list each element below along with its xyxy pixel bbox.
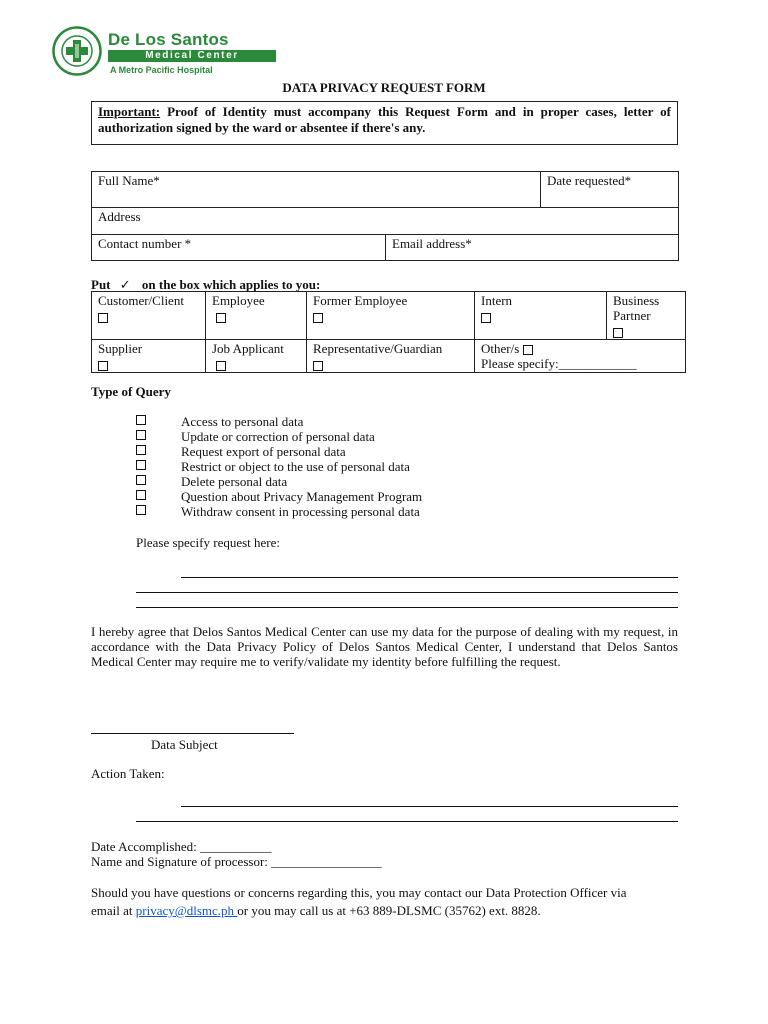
agreement-paragraph: I hereby agree that Delos Santos Medical Center can use my data for the purpose of dealing with my request, in accordance with the Data Privacy Policy of Delos Santos Medical Center, I understand that Delos Santos Medical Center may require me to verify/validate my identity before fulfilling the request. bbox=[91, 624, 678, 669]
checkbox-others[interactable] bbox=[523, 345, 533, 355]
address-label: Address bbox=[98, 209, 141, 224]
contact-paragraph bbox=[91, 884, 651, 920]
type-former-employee bbox=[307, 292, 475, 340]
contact-number-field[interactable] bbox=[92, 235, 386, 261]
applicant-type-table bbox=[91, 291, 686, 373]
contact-text-after: or you may call us at +63 889-DLSMC (35762) ext. 8828. bbox=[237, 903, 541, 918]
query-label: Restrict or object to the use of personal data bbox=[181, 459, 410, 474]
query-checkbox[interactable] bbox=[136, 505, 146, 515]
type-label: Employee bbox=[212, 293, 265, 308]
checkbox-intern[interactable] bbox=[481, 313, 491, 323]
query-label: Question about Privacy Management Program bbox=[181, 489, 423, 504]
date-requested-label: Date requested* bbox=[547, 173, 632, 188]
important-text: Proof of Identity must accompany this Request Form and in proper cases, letter of authorization signed by the ward or absentee if there's any. bbox=[98, 104, 671, 135]
checkbox-job-applicant[interactable] bbox=[216, 361, 226, 371]
type-label: Representative/Guardian bbox=[313, 341, 443, 357]
query-label: Delete personal data bbox=[181, 474, 288, 489]
type-label: Other/s bbox=[481, 341, 520, 357]
specify-request-label: Please specify request here: bbox=[136, 535, 281, 550]
request-line-3[interactable] bbox=[136, 607, 678, 608]
checkmark-icon: ✓ bbox=[119, 277, 131, 292]
type-representative-guardian bbox=[307, 340, 475, 373]
query-checkbox[interactable] bbox=[136, 490, 146, 500]
type-supplier bbox=[92, 340, 206, 373]
put-suffix: on the box which applies to you: bbox=[141, 277, 321, 292]
full-name-label: Full Name* bbox=[98, 173, 160, 188]
logo-name: De Los Santos bbox=[108, 30, 229, 49]
contact-text-before: Should you have questions or concerns regarding this, you may contact our Data Protection Officer via email at bbox=[91, 885, 627, 918]
hospital-logo bbox=[52, 26, 252, 76]
contact-number-label: Contact number * bbox=[98, 236, 192, 251]
type-label: Job Applicant bbox=[212, 341, 284, 357]
type-employee bbox=[206, 292, 307, 340]
email-address-field[interactable] bbox=[386, 235, 679, 261]
query-title: Type of Query bbox=[91, 384, 171, 399]
checkbox-representative-guardian[interactable] bbox=[313, 361, 323, 371]
query-label: Access to personal data bbox=[181, 414, 304, 429]
signature-line[interactable] bbox=[91, 733, 294, 734]
action-line-1[interactable] bbox=[181, 806, 678, 807]
personal-info-table bbox=[91, 171, 679, 261]
query-checkbox[interactable] bbox=[136, 430, 146, 440]
action-line-2[interactable] bbox=[136, 821, 678, 822]
query-checkbox[interactable] bbox=[136, 415, 146, 425]
important-notice bbox=[91, 101, 678, 145]
please-specify-line[interactable]: Please specify:____________ bbox=[481, 356, 637, 372]
logo-bar-text: Medical Center bbox=[108, 50, 276, 62]
request-line-2[interactable] bbox=[136, 592, 678, 593]
query-label: Update or correction of personal data bbox=[181, 429, 375, 444]
type-job-applicant bbox=[206, 340, 307, 373]
query-checkbox[interactable] bbox=[136, 445, 146, 455]
processor-field[interactable]: Name and Signature of processor: _________________ bbox=[91, 854, 382, 869]
type-customer-client bbox=[92, 292, 206, 340]
email-address-label: Email address* bbox=[392, 236, 472, 251]
type-label: Intern bbox=[481, 293, 513, 308]
checkbox-customer-client[interactable] bbox=[98, 313, 108, 323]
type-label: Former Employee bbox=[313, 293, 408, 308]
date-accomplished-field[interactable]: Date Accomplished: ___________ bbox=[91, 839, 272, 854]
type-intern bbox=[475, 292, 607, 340]
query-checkbox[interactable] bbox=[136, 460, 146, 470]
action-taken-label: Action Taken: bbox=[91, 766, 165, 781]
type-label: Business Partner bbox=[613, 293, 660, 323]
put-check-instruction bbox=[91, 277, 320, 292]
data-subject-label: Data Subject bbox=[151, 737, 218, 752]
query-label: Withdraw consent in processing personal data bbox=[181, 504, 420, 519]
full-name-field[interactable] bbox=[92, 172, 541, 208]
checkbox-supplier[interactable] bbox=[98, 361, 108, 371]
query-label: Request export of personal data bbox=[181, 444, 346, 459]
type-label: Customer/Client bbox=[98, 293, 184, 308]
type-others bbox=[475, 340, 686, 373]
important-label: Important: bbox=[98, 104, 161, 119]
address-field[interactable] bbox=[92, 208, 679, 235]
type-business-partner bbox=[607, 292, 686, 340]
checkbox-employee[interactable] bbox=[216, 313, 226, 323]
put-prefix: Put bbox=[91, 277, 111, 292]
request-line-1[interactable] bbox=[181, 577, 678, 578]
query-checkbox[interactable] bbox=[136, 475, 146, 485]
hospital-seal-icon bbox=[52, 26, 102, 76]
checkbox-business-partner[interactable] bbox=[613, 328, 623, 338]
logo-subtitle: A Metro Pacific Hospital bbox=[110, 65, 213, 75]
dpo-email-link[interactable]: privacy@dlsmc.ph bbox=[135, 903, 238, 918]
type-label: Supplier bbox=[98, 341, 143, 357]
checkbox-former-employee[interactable] bbox=[313, 313, 323, 323]
date-requested-field[interactable] bbox=[541, 172, 679, 208]
form-title: DATA PRIVACY REQUEST FORM bbox=[282, 80, 486, 95]
